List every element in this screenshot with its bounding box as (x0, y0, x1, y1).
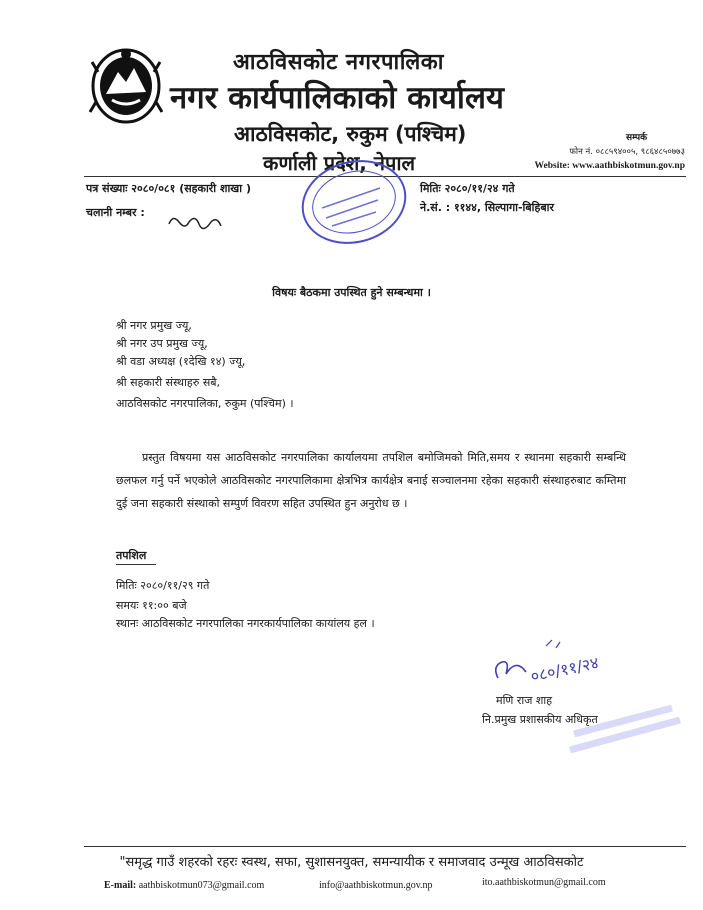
municipality-emblem (88, 42, 164, 128)
meeting-place: स्थानः आठविसकोट नगरपालिका नगरकार्यपालिका कायांलय हल । (116, 617, 375, 630)
letter-subject: विषयः बैठकमा उपस्थित हुने सम्बन्धमा । (272, 286, 431, 299)
office-stamp (292, 148, 412, 248)
handwritten-signature (486, 638, 666, 698)
meeting-date: मितिः २०८०/११/२९ गते (116, 579, 210, 592)
meeting-time: समयः ११:०० बजे (116, 599, 187, 612)
header-municipality: आठविसकोट नगरपालिका (233, 50, 444, 75)
contact-title: सम्पर्क (626, 133, 647, 143)
letter-body: प्रस्तुत विषयमा यस आठविसकोट नगरपालिका कार्यालयमा तपशिल बमोजिमको मिति,समय र स्थानमा सहकारी सम्बन्धि छलफल गर्नु पर्ने भएकोले आठविसकोट नगरपालिकामा क्षेत्रभित्र कार्यक्षेत्र बनाई सञ्चालनमा रहेका सहकारी संस्थाहरुबाट कम्तिमा दुई जना सहकारी संस्थाको सम्पुर्ण विवरण सहित उपस्थित हुन अनुरोध छ । (116, 451, 626, 510)
letter-date: मितिः २०८०/११/२४ गते (420, 182, 515, 195)
letter-number: पत्र संख्याः २०८०/०८१ (सहकारी शाखा ) (86, 182, 251, 195)
recipient-line: श्री नगर प्रमुख ज्यू, (116, 319, 192, 332)
contact-phone: फोन नं. ०८८५९४००५, ९८६४८५०७७३ (569, 147, 685, 157)
dispatch-number-handwriting (165, 210, 225, 234)
nepal-sambat-date: ने.सं. : ११४४, सिल्पागा-बिहिबार (420, 201, 555, 214)
recipient-line: आठविसकोट नगरपालिका, रुकुम (पश्चिम) । (116, 397, 294, 410)
header-office: नगर कार्यपालिकाको कार्यालय (170, 80, 504, 116)
footer-divider (84, 846, 686, 847)
tapsil-heading: तपशिल (116, 549, 147, 562)
signatory-designation: नि.प्रमुख प्रशासकीय अधिकृत (482, 713, 598, 726)
footer-email-group (104, 880, 264, 891)
contact-block (500, 131, 685, 173)
signatory-name: मणि राज शाह (496, 694, 553, 707)
header-location: आठविसकोट, रुकुम (पश्चिम) (234, 122, 467, 146)
tapsil-underline (116, 564, 156, 565)
email-link[interactable]: info@aathbiskotmun.gov.np (319, 880, 433, 891)
contact-website: Website: www.aathbiskotmun.gov.np (534, 161, 685, 171)
header-province: कर्णाली प्रदेश, नेपाल (263, 151, 416, 175)
dispatch-number-label: चलानी नम्बर : (86, 206, 145, 219)
email-link[interactable]: aathbiskotmun073@gmail.com (138, 880, 265, 891)
email-link[interactable]: ito.aathbiskotmun@gmail.com (482, 877, 606, 888)
recipient-line: श्री वडा अध्यक्ष (१देखि १४) ज्यू, (116, 355, 246, 368)
footer-motto: "समृद्ध गाउँ शहरको रहरः स्वस्थ, सफा, सुशासनयुक्त, समन्यायीक र समाजवाद उन्मूख आठविसकोट (119, 855, 584, 870)
recipient-line: श्री सहकारी संस्थाहरु सबै, (116, 376, 221, 389)
handwritten-date: ०८०/११/२४ (528, 652, 601, 686)
email-label: E-mail: (104, 880, 137, 891)
recipient-line: श्री नगर उप प्रमुख ज्यू, (116, 337, 208, 350)
